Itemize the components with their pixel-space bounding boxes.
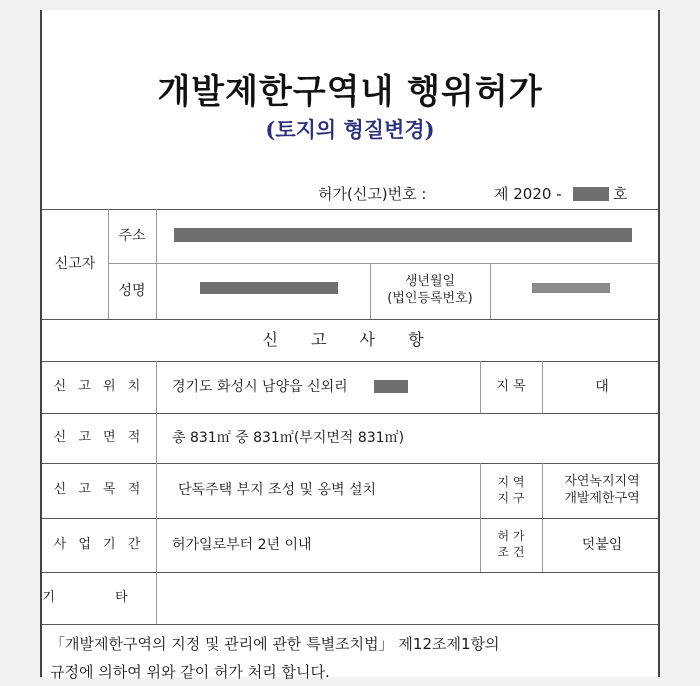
purpose-label: 신 고 목 적 [53, 482, 145, 498]
condition-value: 덧붙임 [581, 536, 623, 553]
etc-value [172, 572, 642, 624]
area-value: 총 831㎡ 중 831㎡(부지면적 831㎡) [172, 429, 405, 446]
permit-document [40, 10, 660, 681]
notice-line-1: 「개발제한구역의 지정 및 관리에 관한 특별조치법」 제12조제1항의 [50, 635, 500, 653]
location-value: 경기도 화성시 남양읍 신외리 [172, 378, 348, 395]
period-value: 허가일로부터 2년 이내 [172, 536, 312, 553]
redacted-birthdate [532, 283, 610, 293]
divider [490, 263, 491, 319]
birth-label: 생년월일 (법인등록번호) [387, 274, 473, 306]
area-label: 신 고 면 적 [53, 429, 145, 445]
permit-number-label: 허가(신고)번호 : [318, 185, 427, 203]
etc-label: 기 타 [42, 589, 156, 605]
report-section-title: 신 고 사 항 [262, 329, 438, 349]
location-label: 신 고 위 치 [53, 378, 145, 394]
notice-line-2: 규정에 의하여 위와 같이 허가 처리 합니다. [50, 663, 330, 681]
legal-notice [50, 630, 650, 686]
permit-number-line [42, 183, 658, 205]
redacted-address [174, 228, 632, 242]
redacted-name [200, 282, 338, 294]
zone-value: 자연녹지지역 개발제한구역 [564, 473, 640, 506]
applicant-label: 신고자 [54, 255, 96, 272]
divider [156, 209, 157, 319]
redacted-number [573, 187, 609, 201]
name-label: 성명 [118, 282, 146, 299]
table-bottom-border [42, 624, 658, 625]
divider [156, 361, 157, 624]
period-label: 사 업 기 간 [53, 536, 145, 552]
purpose-value: 단독주택 부지 조성 및 옹벽 설치 [178, 482, 377, 499]
zone-label: 지 역 지 구 [497, 474, 525, 505]
redacted-lot-number [374, 380, 408, 393]
address-label: 주소 [118, 227, 146, 244]
document-title: 개발제한구역내 행위허가 [157, 72, 543, 112]
condition-label: 허 가 조 건 [497, 529, 525, 559]
jimok-value: 대 [595, 378, 609, 395]
document-subtitle: (토지의 형질변경) [265, 117, 435, 142]
permit-number-suffix: 호 [613, 185, 628, 203]
permit-number-prefix: 제 2020 - [494, 185, 562, 203]
jimok-label: 지 목 [496, 378, 526, 394]
